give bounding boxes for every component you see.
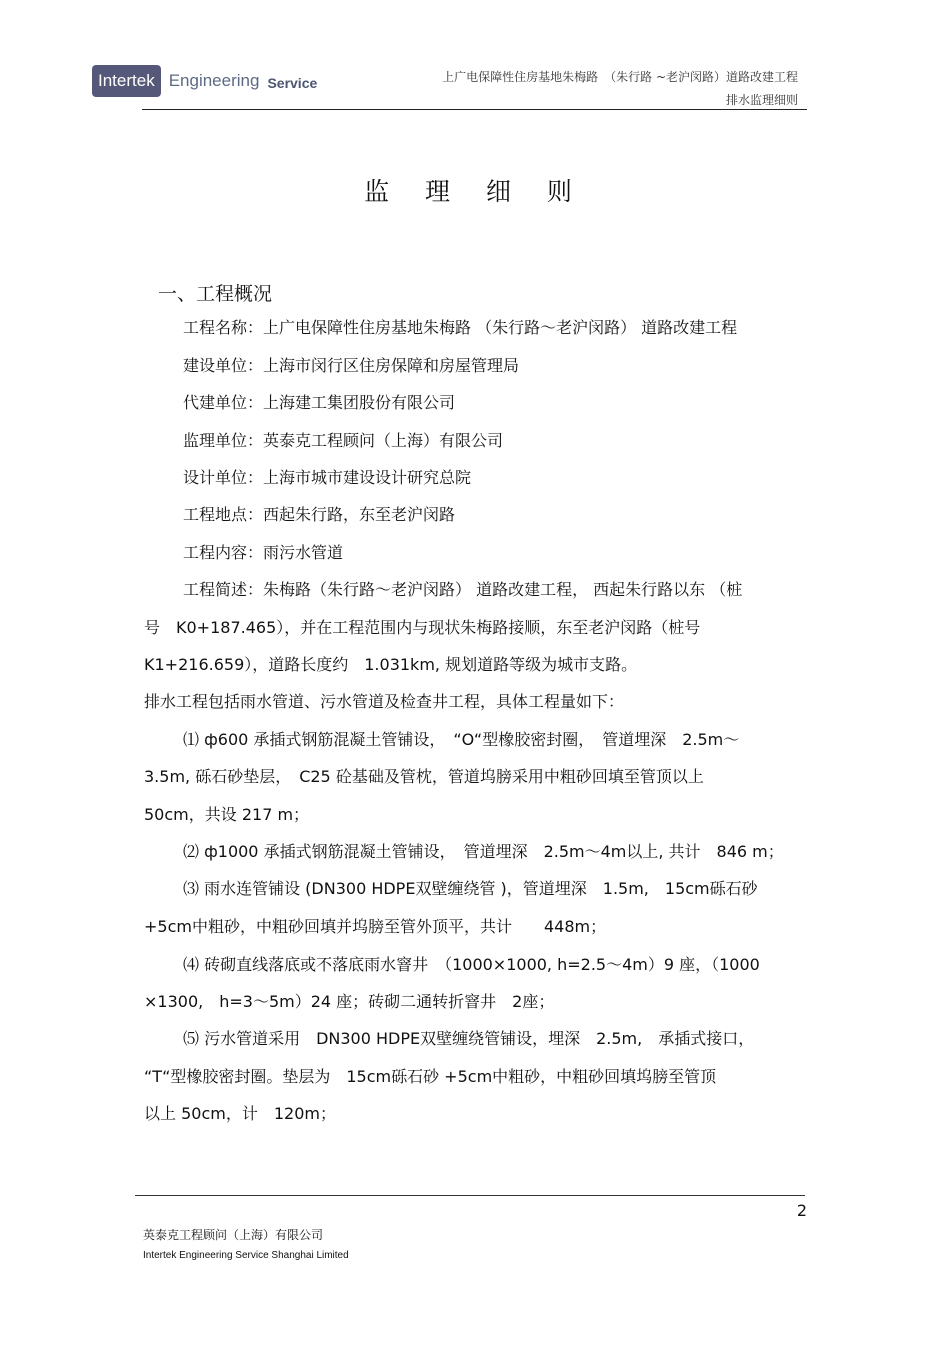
logo-engineering: Engineering bbox=[168, 71, 260, 90]
info-content: 工程内容：雨污水管道 bbox=[183, 543, 344, 562]
header-divider bbox=[142, 109, 807, 110]
footer-company-cn: 英泰克工程顾问（上海）有限公司 bbox=[143, 1228, 324, 1242]
text-line: K1+216.659），道路长度约 1.031km, 规划道路等级为城市支路。 bbox=[144, 655, 638, 674]
page-number: 2 bbox=[796, 1201, 807, 1220]
text-line: 号 K0+187.465），并在工程范围内与现状朱梅路接顺，东至老沪闵路（桩号 bbox=[144, 618, 701, 637]
header-doc-subtitle: 排水监理细则 bbox=[725, 93, 798, 107]
info-supervisor: 监理单位：英泰克工程顾问（上海）有限公司 bbox=[183, 431, 504, 450]
header-project-title: 上广电保障性住房基地朱梅路 （朱行路 ~老沪闵路）道路改建工程 bbox=[442, 70, 798, 84]
list-item-4: ⑷ 砖砌直线落底或不落底雨水窨井 （1000×1000, h=2.5～4m）9 座，（1000 bbox=[183, 955, 760, 974]
text-line: 工程简述：朱梅路（朱行路～老沪闵路） 道路改建工程， 西起朱行路以东 （桩 bbox=[183, 580, 743, 599]
info-location: 工程地点：西起朱行路，东至老沪闵路 bbox=[183, 505, 456, 524]
footer-divider bbox=[135, 1195, 805, 1196]
footer-company-en: Intertek Engineering Service Shanghai Limited bbox=[143, 1250, 349, 1261]
list-item-5: ⑸ 污水管道采用 DN300 HDPE双壁缠绕管铺设，埋深 2.5m, 承插式接口， bbox=[183, 1029, 755, 1048]
logo-box: Intertek bbox=[92, 65, 161, 97]
text-line: +5cm中粗砂，中粗砂回填并坞膀至管外顶平，共计 448m； bbox=[144, 917, 607, 936]
list-item-2: ⑵ ф1000 承插式钢筋混凝土管铺设， 管道埋深 2.5m～4m以上, 共计 846 m； bbox=[183, 842, 784, 861]
text-line: 50cm，共设 217 m； bbox=[144, 805, 310, 824]
info-owner: 建设单位：上海市闵行区住房保障和房屋管理局 bbox=[183, 356, 520, 375]
info-agent: 代建单位：上海建工集团股份有限公司 bbox=[183, 393, 456, 412]
info-project-name: 工程名称：上广电保障性住房基地朱梅路 （朱行路～老沪闵路） 道路改建工程 bbox=[183, 318, 738, 337]
text-line: 3.5m, 砾石砂垫层， C25 砼基础及管枕，管道坞膀采用中粗砂回填至管顶以上 bbox=[144, 767, 704, 786]
info-designer: 设计单位：上海市城市建设设计研究总院 bbox=[183, 468, 472, 487]
text-line: 排水工程包括雨水管道、污水管道及检查井工程，具体工程量如下： bbox=[144, 692, 625, 711]
section-heading: 一、工程概况 bbox=[158, 283, 273, 305]
text-line: “T“型橡胶密封圈。垫层为 15cm砾石砂 +5cm中粗砂，中粗砂回填坞膀至管顶 bbox=[144, 1067, 717, 1086]
list-item-1: ⑴ ф600 承插式钢筋混凝土管铺设， “O“型橡胶密封圈， 管道埋深 2.5m～ bbox=[183, 730, 740, 749]
company-logo bbox=[92, 64, 317, 98]
doc-title: 监 理 细 则 bbox=[364, 177, 586, 206]
logo-service: Service bbox=[267, 75, 318, 91]
list-item-3: ⑶ 雨水连管铺设 (DN300 HDPE双壁缠绕管 )，管道埋深 1.5m, 15cm砾石砂 bbox=[183, 879, 758, 898]
text-line: 以上 50cm，计 120m； bbox=[144, 1104, 336, 1123]
text-line: ×1300, h=3～5m）24 座；砖砌二通转折窨井 2座； bbox=[144, 992, 555, 1011]
